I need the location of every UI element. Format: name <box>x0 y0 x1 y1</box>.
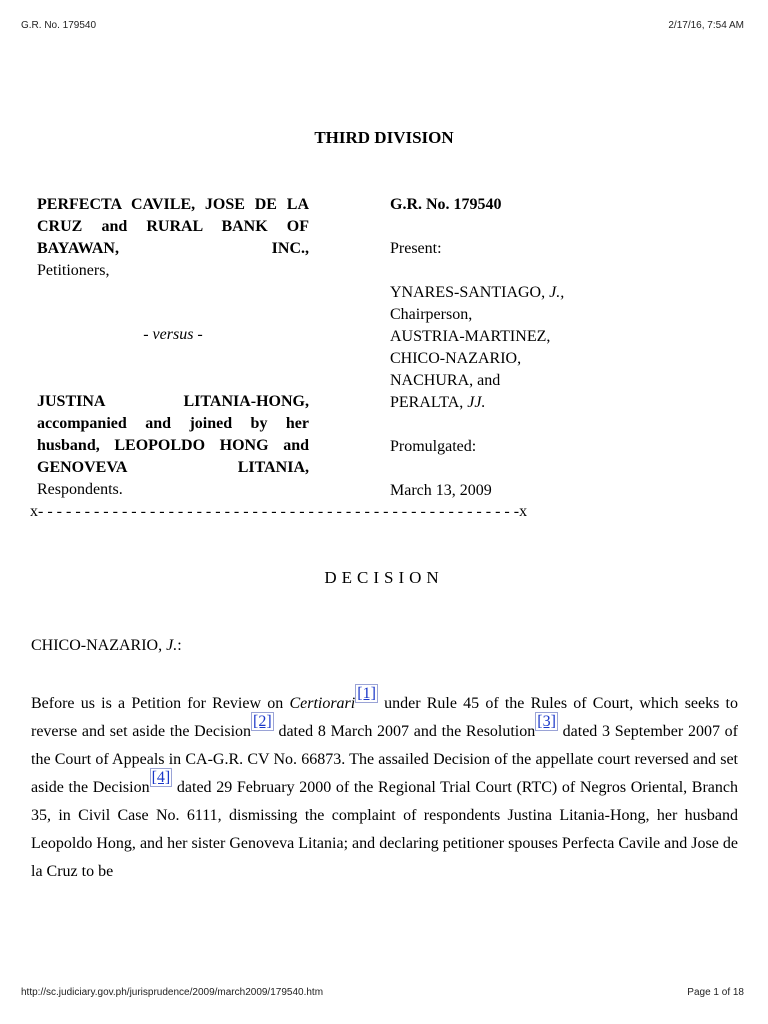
body-text-2: under Rule 45 of the Rules of Court, which seeks to reverse and set aside the Decision <box>31 695 739 740</box>
justice-5-name: PERALTA, <box>390 394 464 411</box>
justice-3: CHICO-NAZARIO, <box>390 350 522 367</box>
ponente-name: CHICO-NAZARIO, <box>31 637 163 654</box>
gr-number: G.R. No. 179540 <box>390 196 502 213</box>
versus-text <box>37 326 309 344</box>
header-doc-title: G.R. No. 179540 <box>21 20 97 31</box>
petitioners-names: PERFECTA CAVILE, JOSE DE LA CRUZ and RURAL BANK OF BAYAWAN, INC., <box>37 196 309 257</box>
case-info-block <box>390 194 750 502</box>
footnote-link-1[interactable]: [1] <box>357 685 376 702</box>
body-text-4: dated 3 September 2007 of the Court of Appeals in CA-G.R. CV No. 66873. The assailed Decision of the appellate court reversed and set aside the Decision <box>31 723 739 796</box>
justice-4: NACHURA, and <box>390 372 501 389</box>
division-heading: THIRD DIVISION <box>314 128 454 147</box>
decision-body <box>31 685 739 886</box>
present-label: Present: <box>390 240 442 257</box>
justice-1 <box>390 282 750 304</box>
footer-page-number: Page 1 of 18 <box>687 987 744 998</box>
body-text-3: dated 8 March 2007 and the Resolution <box>273 723 536 740</box>
footnote-link-4[interactable]: [4] <box>151 769 171 786</box>
promulgated-date: March 13, 2009 <box>390 482 492 499</box>
justice-5 <box>390 392 750 414</box>
footer-url: http://sc.judiciary.gov.ph/jurisprudence/2009/march2009/179540.htm <box>21 987 324 998</box>
justice-5-title: JJ. <box>467 394 486 411</box>
ponente: CHICO-NAZARIO, J.: <box>31 637 182 654</box>
respondents-names: JUSTINA LITANIA-HONG, accompanied and joined by her husband, LEOPOLDO HONG and GENOVEVA LITANIA, <box>37 393 309 476</box>
section-divider: x- - - - - - - - - - - - - - - - - - - - - - - - - - - - - - - - - - - - - - - - - - - - - - - - - - - -x <box>30 503 528 520</box>
body-italic-certiorari: Certiorari <box>289 695 356 712</box>
justice-1-role: Chairperson, <box>390 306 473 323</box>
justice-2: AUSTRIA-MARTINEZ, <box>390 328 551 345</box>
respondents-block <box>37 391 309 501</box>
versus-label: - versus - <box>143 326 203 343</box>
promulgated-label: Promulgated: <box>390 438 477 455</box>
respondents-label: Respondents. <box>37 481 123 498</box>
header-datetime: 2/17/16, 7:54 AM <box>668 20 744 31</box>
justice-1-title: J., <box>549 284 565 301</box>
decision-heading: DECISION <box>324 568 444 587</box>
footnote-link-2[interactable]: [2] <box>253 713 272 730</box>
ponente-title: J. <box>166 637 178 654</box>
body-text-1: Before us is a Petition for Review on <box>31 695 290 712</box>
petitioners-block <box>37 194 309 282</box>
justice-1-name: YNARES-SANTIAGO, <box>390 284 546 301</box>
petitioners-label: Petitioners, <box>37 262 110 279</box>
body-text-5: dated 29 February 2000 of the Regional Trial Court (RTC) of Negros Oriental, Branch 35, in Civil Case No. 6111, dismissing the complaint of respondents Justina Litania-Hong, her husband Leopoldo Hong, and her sister Genoveva Litania; and declaring petitioner spouses Perfecta Cavile and Jose de la Cruz to be <box>31 779 738 880</box>
footnote-link-3[interactable]: [3] <box>537 713 556 730</box>
